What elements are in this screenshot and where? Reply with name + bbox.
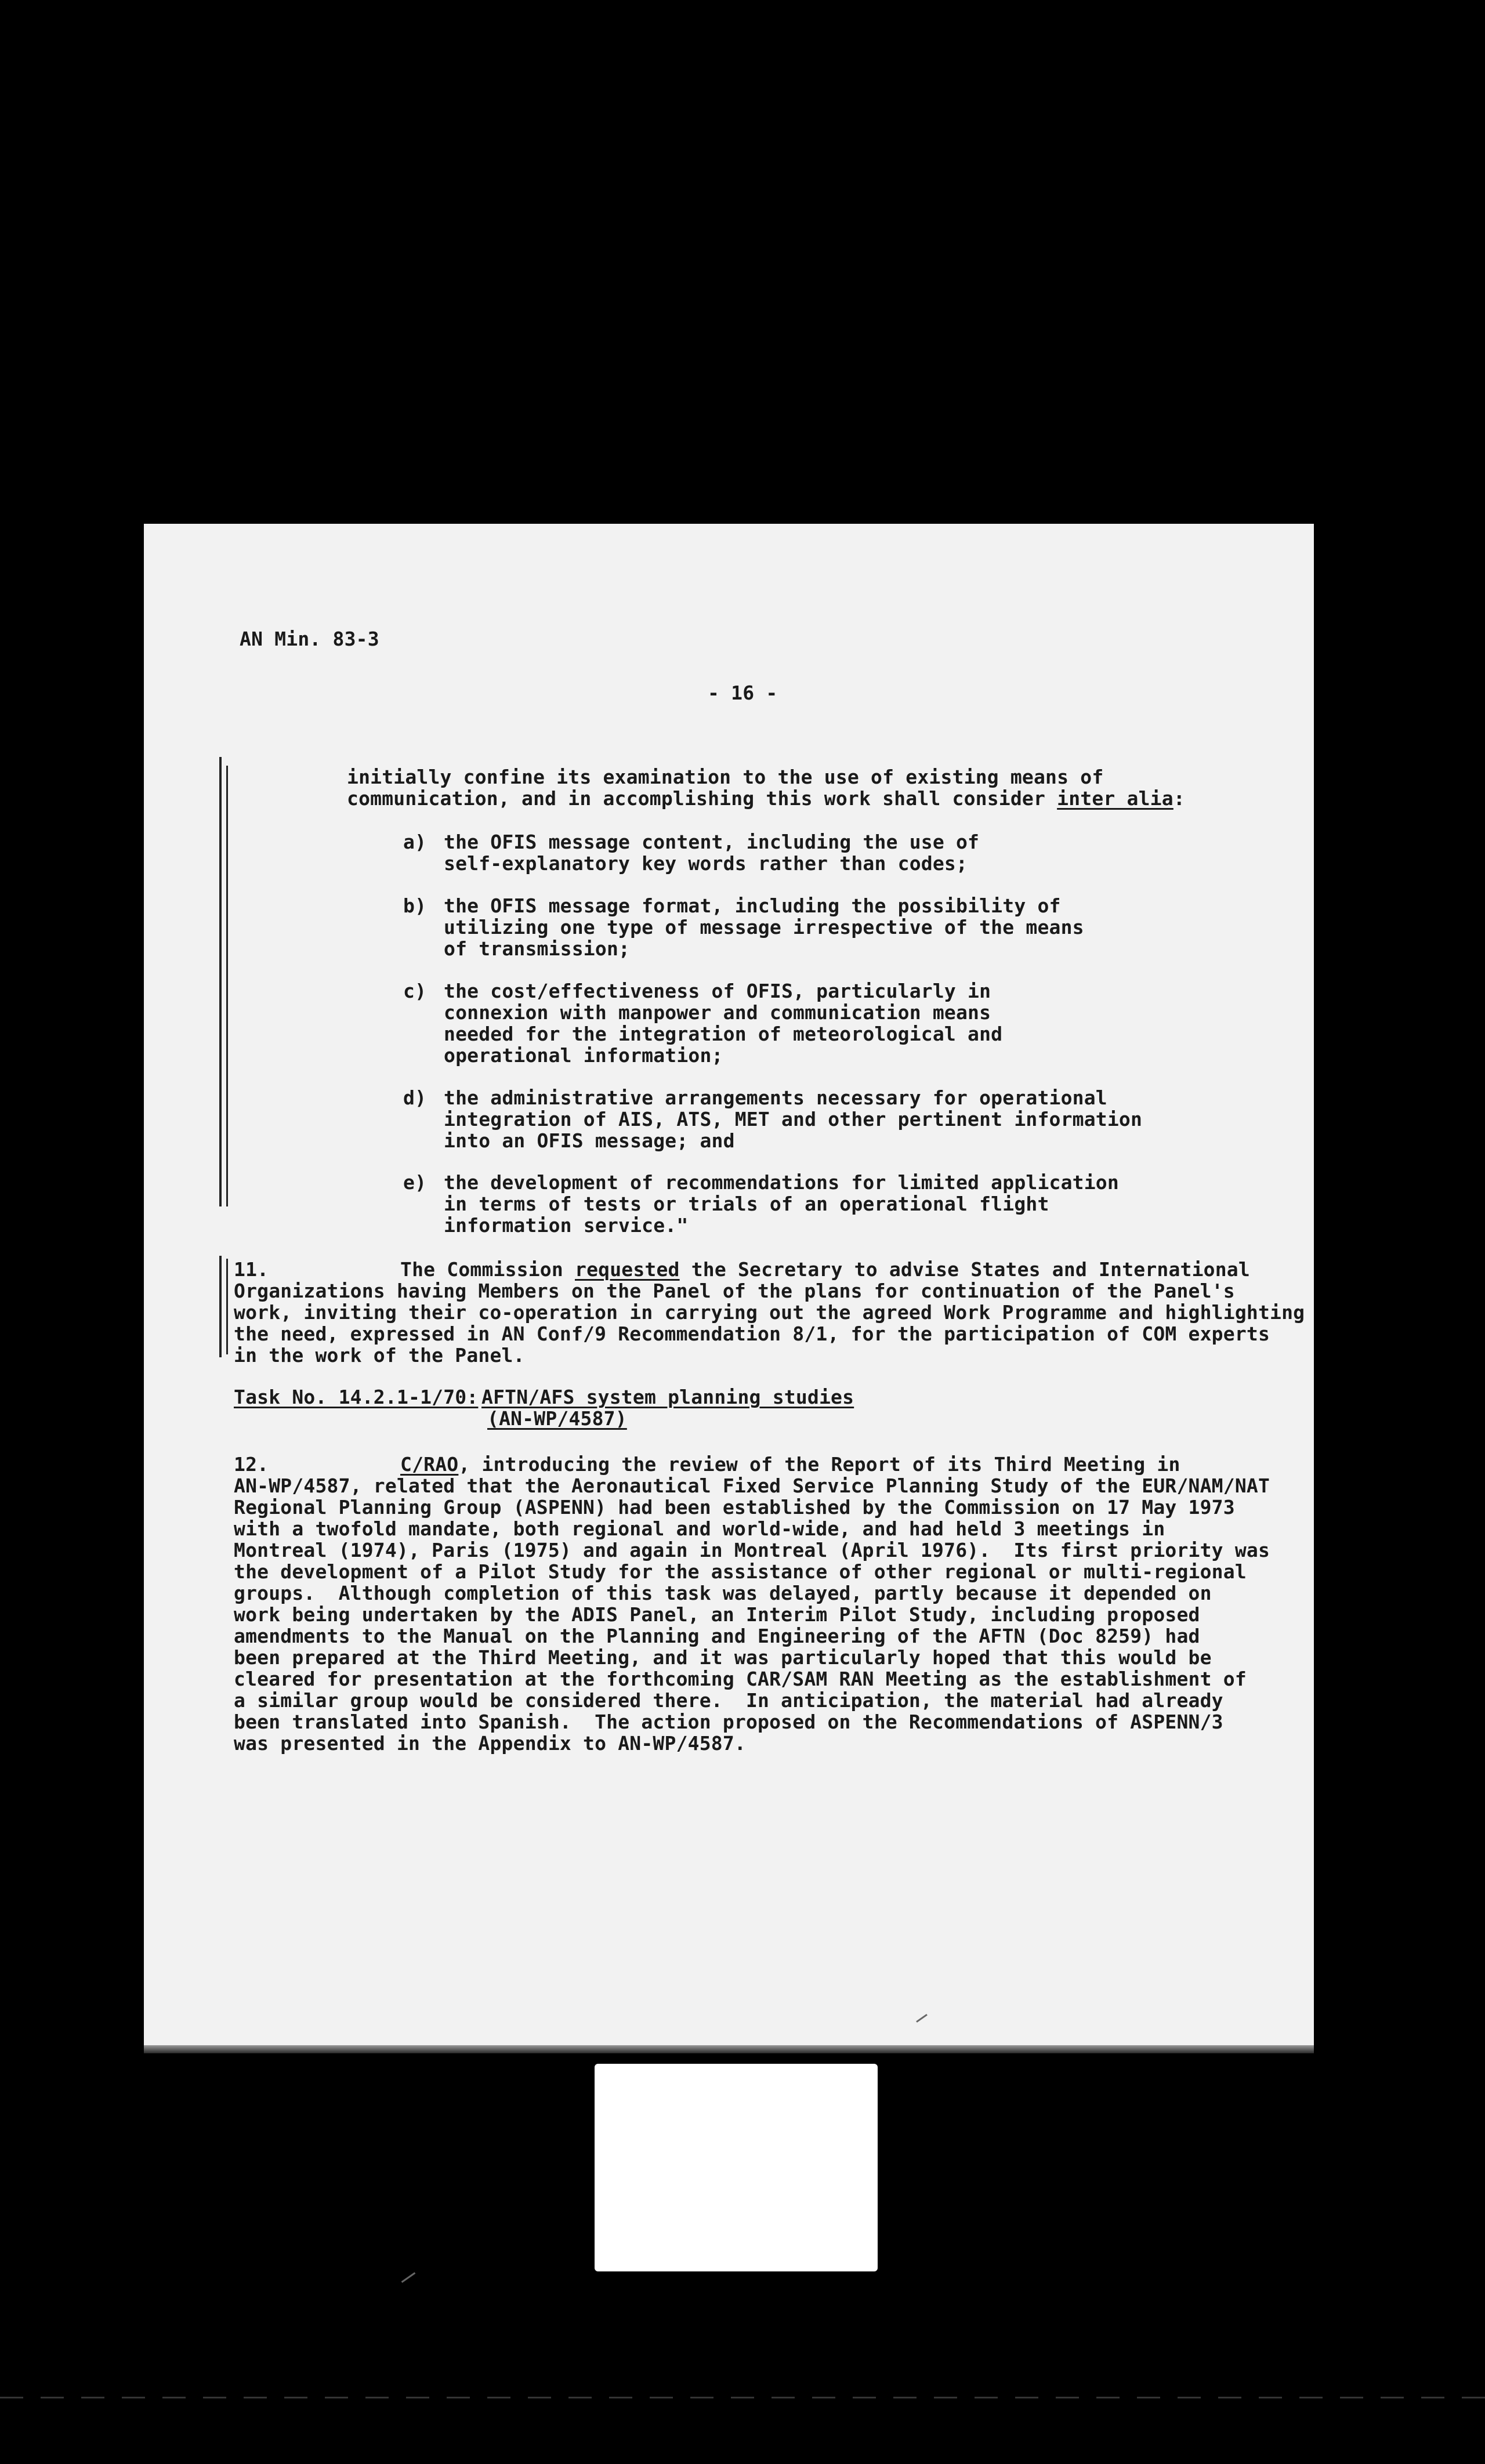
paragraph-line: been prepared at the Third Meeting, and it was particularly hoped that this would be <box>234 1646 1212 1669</box>
paragraph-line: Regional Planning Group (ASPENN) had been established by the Commission on 17 May 1973 <box>234 1496 1235 1519</box>
paragraph-line: the need, expressed in AN Conf/9 Recommendation 8/1, for the participation of COM experts <box>234 1322 1270 1345</box>
list-item-line: information service." <box>444 1214 689 1237</box>
task-reference: (AN-WP/4587) <box>487 1407 627 1430</box>
paragraph-line: cleared for presentation at the forthcoming CAR/SAM RAN Meeting as the establishment of <box>234 1668 1247 1690</box>
paragraph-line: a similar group would be considered there. In anticipation, the material had already <box>234 1689 1223 1712</box>
paragraph-line: groups. Although completion of this task was delayed, partly because it depended on <box>234 1582 1212 1604</box>
list-item-line: the OFIS message format, including the possibility of <box>444 894 1061 917</box>
list-marker: b) <box>403 894 427 917</box>
film-edge-line <box>0 2397 1485 2398</box>
intro-line: initially confine its examination to the use of existing means of <box>347 766 1104 788</box>
paragraph-line: with a twofold mandate, both regional and world-wide, and had held 3 meetings in <box>234 1517 1165 1540</box>
task-label: Task No. 14.2.1-1/70: <box>234 1386 479 1408</box>
paragraph-line: Organizations having Members on the Panel of the plans for continuation of the Panel's <box>234 1280 1235 1302</box>
blank-label-card <box>595 2064 878 2271</box>
scan-mark <box>401 2272 416 2283</box>
list-marker: d) <box>403 1086 427 1109</box>
task-title: AFTN/AFS system planning studies <box>481 1386 854 1408</box>
paragraph-line: work being undertaken by the ADIS Panel, an Interim Pilot Study, including proposed <box>234 1603 1200 1626</box>
list-item-line: in terms of tests or trials of an operational flight <box>444 1193 1049 1215</box>
list-item-line: of transmission; <box>444 937 631 960</box>
list-item-line: utilizing one type of message irrespective of the means <box>444 916 1084 939</box>
paragraph-line: the development of a Pilot Study for the assistance of other regional or multi-regional <box>234 1560 1247 1583</box>
list-item-line: self-explanatory key words rather than codes; <box>444 852 968 875</box>
change-bar <box>219 1256 222 1357</box>
list-item-line: connexion with manpower and communication means <box>444 1001 991 1024</box>
paragraph-number: 11. <box>234 1258 269 1281</box>
list-item-line: the administrative arrangements necessary for operational <box>444 1086 1107 1109</box>
list-marker: c) <box>403 980 427 1002</box>
list-item-line: operational information; <box>444 1044 723 1067</box>
page-number: - 16 - <box>708 682 778 704</box>
list-item-line: the development of recommendations for limited application <box>444 1171 1119 1194</box>
page-edge-shadow <box>144 2045 1314 2053</box>
change-bar <box>226 766 228 1206</box>
list-item-line: into an OFIS message; and <box>444 1129 735 1152</box>
paragraph-line: AN-WP/4587, related that the Aeronautical Fixed Service Planning Study of the EUR/NAM/NAT <box>234 1474 1270 1497</box>
document-reference: AN Min. 83-3 <box>240 628 379 650</box>
paragraph-line: was presented in the Appendix to AN-WP/4587. <box>234 1732 746 1755</box>
list-marker: a) <box>403 831 427 853</box>
c-rao-emphasis: C/RAO <box>400 1453 459 1476</box>
list-item-line: integration of AIS, ATS, MET and other pertinent information <box>444 1108 1143 1130</box>
inter-alia-emphasis: inter alia <box>1057 787 1173 810</box>
list-item-line: the OFIS message content, including the use of <box>444 831 980 853</box>
list-marker: e) <box>403 1171 427 1194</box>
change-bar <box>226 1259 228 1354</box>
paragraph-number: 12. <box>234 1453 269 1476</box>
paragraph-line: Montreal (1974), Paris (1975) and again in Montreal (April 1976). Its first priority was <box>234 1539 1270 1561</box>
paragraph-line: C/RAO, introducing the review of the Report of its Third Meeting in <box>400 1453 1180 1476</box>
paragraph-line: been translated into Spanish. The action proposed on the Recommendations of ASPENN/3 <box>234 1711 1223 1733</box>
list-item-line: needed for the integration of meteorological and <box>444 1023 1003 1045</box>
paragraph-line: in the work of the Panel. <box>234 1344 525 1367</box>
requested-emphasis: requested <box>575 1258 680 1281</box>
list-item-line: the cost/effectiveness of OFIS, particularly in <box>444 980 991 1002</box>
change-bar <box>219 757 222 1206</box>
paragraph-line: The Commission requested the Secretary to advise States and International <box>400 1258 1250 1281</box>
paragraph-line: amendments to the Manual on the Planning and Engineering of the AFTN (Doc 8259) had <box>234 1625 1200 1647</box>
intro-line: communication, and in accomplishing this work shall consider inter alia: <box>347 787 1185 810</box>
paragraph-line: work, inviting their co-operation in carrying out the agreed Work Programme and highlighting <box>234 1301 1305 1324</box>
